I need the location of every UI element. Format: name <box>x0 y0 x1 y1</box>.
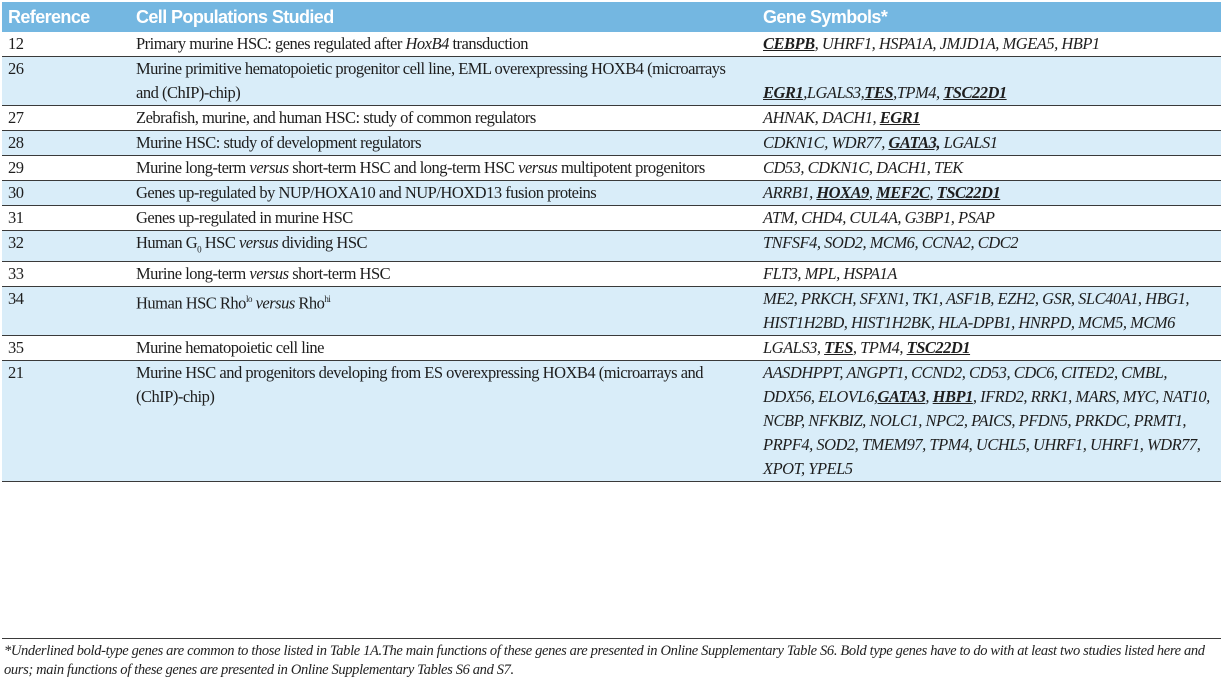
cell-text-segment: Murine primitive hematopoietic progenitor cell line, EML overexpressing HOXB4 (microarrays and (ChIP)-chip) <box>136 59 726 102</box>
gene-symbol: SFXN1 <box>859 289 905 309</box>
cell-populations-cell <box>126 336 753 361</box>
table-row <box>2 57 1221 106</box>
gene-separator: , <box>824 133 832 152</box>
table-header-row <box>2 2 1221 32</box>
gene-separator: , <box>868 183 877 202</box>
gene-symbol: HBG1 <box>1145 289 1186 309</box>
cell-populations-cell <box>126 231 753 262</box>
gene-symbol: UHRF1 <box>1032 435 1083 455</box>
gene-symbol: MARS <box>1075 387 1116 407</box>
gene-separator: , <box>972 387 981 407</box>
gene-symbol: DDX56 <box>763 387 811 407</box>
cell-text-segment: Murine hematopoietic cell line <box>136 338 324 358</box>
reference-cell: 27 <box>8 108 24 127</box>
cell-text-segment: short-term HSC <box>288 264 391 284</box>
gene-symbols-cell <box>753 262 1221 287</box>
gene-symbol: UHRF1 <box>821 34 872 53</box>
gene-separator: , <box>801 411 809 431</box>
gene-symbol: CHD4 <box>801 208 843 227</box>
table-row <box>2 106 1221 131</box>
cell-text-segment: dividing HSC <box>278 233 368 252</box>
gene-table <box>2 2 1221 482</box>
gene-separator: , <box>922 435 930 455</box>
gene-separator: , <box>872 108 880 127</box>
gene-symbol-highlighted: TES <box>824 338 853 358</box>
gene-separator: , <box>1023 387 1031 407</box>
gene-separator: , <box>932 34 940 53</box>
gene-symbols-cell <box>753 336 1221 361</box>
gene-symbol: PAICS <box>971 411 1012 431</box>
gene-symbol-highlighted: TSC22D1 <box>943 83 1007 102</box>
gene-separator: , <box>1006 363 1014 383</box>
gene-symbol-highlighted: HOXA9 <box>816 183 869 202</box>
gene-separator: , <box>970 233 978 252</box>
table-row <box>2 287 1221 336</box>
gene-symbol: ATM <box>763 208 794 227</box>
gene-symbol: CMBL <box>1121 363 1164 383</box>
gene-symbol: DACH1 <box>876 158 927 177</box>
cell-text-segment: multipotent progenitors <box>557 158 705 177</box>
gene-separator: , <box>816 233 825 252</box>
gene-symbol: TNFSF4 <box>763 233 817 252</box>
cell-text-segment: Murine HSC and progenitors developing from ES overexpressing HOXB4 (microarrays and (ChIP)-chip) <box>136 363 704 407</box>
gene-separator: , <box>797 264 805 284</box>
gene-symbol: LGALS3 <box>763 338 817 358</box>
gene-symbol: HIST1H2BD <box>763 313 844 333</box>
gene-symbol-highlighted: HBP1 <box>932 387 973 407</box>
gene-symbol: ASF1B <box>945 289 991 309</box>
gene-separator: , <box>1185 289 1189 309</box>
table-row <box>2 262 1221 287</box>
cell-text-segment: HSC <box>201 233 239 252</box>
gene-separator: , <box>918 411 926 431</box>
gene-separator: , <box>816 338 825 358</box>
gene-separator: , <box>893 83 897 102</box>
gene-separator: , <box>1155 387 1163 407</box>
gene-symbol: MGEA5 <box>1002 34 1055 53</box>
gene-symbol: MCM6 <box>1130 313 1175 333</box>
gene-separator: , <box>860 83 865 102</box>
gene-separator: , <box>862 411 870 431</box>
gene-separator: , <box>842 208 850 227</box>
gene-symbol: SLC40A1 <box>1078 289 1138 309</box>
cell-populations-cell <box>126 32 753 57</box>
gene-symbol-highlighted: EGR1 <box>763 83 804 102</box>
gene-symbol: CCND2 <box>911 363 962 383</box>
gene-separator: , <box>868 158 877 177</box>
cell-populations-cell <box>126 156 753 181</box>
reference-cell: 31 <box>8 208 24 227</box>
gene-symbol: SOD2 <box>824 233 863 252</box>
cell-populations-cell <box>126 287 753 336</box>
gene-separator: , <box>814 34 822 53</box>
gene-symbol: HSPA1A <box>843 264 897 284</box>
gene-symbols-cell <box>753 32 1221 57</box>
gene-symbol: PRKDC <box>1074 411 1127 431</box>
cell-text-segment: Murine HSC: study of development regulators <box>136 133 422 152</box>
gene-separator: , <box>1068 387 1076 407</box>
gene-symbol: MYC <box>1122 387 1156 407</box>
cell-populations-cell <box>126 106 753 131</box>
gene-separator: , <box>1070 313 1079 333</box>
cell-text-segment: Zebrafish, murine, and human HSC: study of common regulators <box>136 108 536 127</box>
cell-populations-cell <box>126 262 753 287</box>
gene-symbol: HBP1 <box>1061 34 1100 53</box>
cell-text-segment: transduction <box>448 34 529 53</box>
reference-cell: 28 <box>8 133 24 152</box>
cell-text-segment: Murine long-term <box>136 264 250 284</box>
gene-separator: , <box>926 158 935 177</box>
gene-separator: , <box>1070 289 1079 309</box>
gene-separator: , <box>950 208 958 227</box>
reference-cell: 34 <box>8 289 24 309</box>
gene-separator: , <box>1182 411 1187 431</box>
reference-cell: 30 <box>8 183 24 202</box>
gene-separator: , <box>1122 313 1131 333</box>
gene-symbol: MCM6 <box>869 233 915 252</box>
gene-symbol: CD53 <box>969 363 1007 383</box>
gene-symbol: TMEM97 <box>861 435 923 455</box>
gene-separator: , <box>925 387 933 407</box>
gene-symbol: TPM4 <box>860 338 900 358</box>
gene-separator: , <box>1126 411 1134 431</box>
gene-symbol: MPL <box>804 264 837 284</box>
table-row <box>2 131 1221 156</box>
gene-symbol: ELOVL6 <box>818 387 874 407</box>
table-row <box>2 336 1221 361</box>
table-footnote: *Underlined bold-type genes are common to those listed in Table 1A.The main functions of these genes are presented in Online Supplementary Table S6. Bold type genes have to do with at least two studies listed here and ours; main functions of these genes are presented in Online Supplementary Tables S6 and S7. <box>4 643 1205 678</box>
cell-text-segment: Murine long-term <box>136 158 250 177</box>
gene-symbol: PSAP <box>958 208 995 227</box>
gene-symbol: IFRD2 <box>980 387 1024 407</box>
cell-text-segment: versus <box>518 158 558 177</box>
gene-symbol: ME2 <box>763 289 794 309</box>
gene-symbols-cell <box>753 156 1221 181</box>
gene-separator: , <box>1139 435 1147 455</box>
gene-symbols-cell <box>753 231 1221 262</box>
cell-populations-cell <box>126 181 753 206</box>
gene-separator: , <box>809 183 817 202</box>
gene-symbol: NAT10 <box>1162 387 1207 407</box>
gene-symbol: PRKCH <box>800 289 853 309</box>
gene-symbol: TPM4 <box>929 435 969 455</box>
reference-cell: 29 <box>8 158 24 177</box>
gene-separator: , <box>1011 313 1019 333</box>
gene-symbol: RRK1 <box>1030 387 1069 407</box>
cell-populations-cell <box>126 57 753 106</box>
gene-symbol: WDR77 <box>1146 435 1197 455</box>
gene-symbol: DACH1 <box>821 108 873 127</box>
gene-separator: , <box>1082 435 1090 455</box>
gene-symbol: TK1 <box>912 289 940 309</box>
gene-symbol-highlighted: CEBPB <box>763 34 815 53</box>
reference-cell: 12 <box>8 34 24 53</box>
reference-cell: 21 <box>8 363 24 383</box>
gene-symbol: CDC2 <box>977 233 1018 252</box>
cell-text-segment: Human HSC Rho <box>136 293 246 313</box>
cell-text-segment: versus <box>238 233 279 252</box>
gene-separator: , <box>854 435 862 455</box>
gene-separator: , <box>1206 387 1210 407</box>
gene-symbol: PRPF4 <box>763 435 810 455</box>
cell-populations-cell <box>126 131 753 156</box>
gene-symbol: CUL4A <box>849 208 898 227</box>
gene-symbol: NFKBIZ <box>808 411 863 431</box>
gene-separator: , <box>995 34 1003 53</box>
gene-separator: , <box>836 264 844 284</box>
gene-symbol: CDC6 <box>1013 363 1054 383</box>
cell-text-segment: lo <box>245 294 252 305</box>
gene-separator: , <box>871 34 879 53</box>
gene-symbols-cell <box>753 206 1221 231</box>
gene-symbol: TEK <box>934 158 963 177</box>
header-cell-populations: Cell Populations Studied <box>136 6 334 27</box>
gene-separator: , <box>961 363 970 383</box>
gene-separator: , <box>839 363 847 383</box>
header-reference: Reference <box>8 6 90 27</box>
gene-separator: , <box>1196 435 1201 455</box>
gene-separator: , <box>897 208 905 227</box>
cell-text-segment: versus <box>249 264 289 284</box>
gene-symbols-cell <box>753 361 1221 482</box>
gene-separator: , <box>939 289 946 309</box>
table-row <box>2 231 1221 262</box>
gene-separator: , <box>904 289 913 309</box>
gene-symbol: AASDHPPT <box>763 363 840 383</box>
gene-separator: , <box>929 183 937 202</box>
reference-cell: 35 <box>8 338 24 358</box>
gene-separator: , <box>1067 411 1075 431</box>
gene-symbol: YPEL5 <box>808 459 853 479</box>
gene-symbol: JMJD1A <box>939 34 996 53</box>
gene-symbol: ARRB1 <box>763 183 810 202</box>
gene-separator: , <box>852 289 860 309</box>
gene-separator: , <box>809 435 817 455</box>
gene-symbol-highlighted: EGR1 <box>879 108 920 127</box>
gene-symbol: FLT3 <box>763 264 798 284</box>
table-row <box>2 181 1221 206</box>
footnote-divider <box>2 638 1221 639</box>
gene-symbol: CDKN1C <box>763 133 825 152</box>
gene-separator: , <box>1163 363 1167 383</box>
table-row <box>2 206 1221 231</box>
gene-separator: , <box>1115 387 1123 407</box>
gene-separator: , <box>963 411 972 431</box>
gene-symbol: HSPA1A <box>878 34 933 53</box>
gene-symbol-highlighted: MEF2C <box>876 183 930 202</box>
gene-separator: , <box>935 83 944 102</box>
gene-symbol: ANGPT1 <box>846 363 904 383</box>
gene-symbol: NOLC1 <box>869 411 919 431</box>
table-body <box>2 32 1221 482</box>
header-gene-symbols: Gene Symbols* <box>763 6 888 27</box>
cell-populations-cell <box>126 206 753 231</box>
gene-symbol-highlighted: TSC22D1 <box>936 183 1001 202</box>
gene-symbol: AHNAK <box>763 108 815 127</box>
cell-text-segment: Primary murine HSC: genes regulated after <box>136 34 406 53</box>
cell-text-segment: hi <box>324 294 331 305</box>
gene-separator: , <box>881 133 889 152</box>
gene-symbol: HLA-DPB1 <box>938 313 1012 333</box>
table-row <box>2 32 1221 57</box>
table-row <box>2 361 1221 482</box>
gene-separator: , <box>1025 435 1033 455</box>
gene-symbol: NCBP <box>763 411 802 431</box>
gene-symbols-cell <box>753 131 1221 156</box>
cell-text-segment: HoxB4 <box>405 34 449 53</box>
gene-symbol: HNRPD <box>1018 313 1071 333</box>
gene-separator: , <box>968 435 976 455</box>
gene-symbols-cell <box>753 287 1221 336</box>
gene-separator: , <box>903 363 912 383</box>
gene-symbol: CCNA2 <box>921 233 971 252</box>
gene-separator: , <box>793 208 802 227</box>
cell-text-segment: versus <box>249 158 289 177</box>
cell-populations-cell <box>126 361 753 482</box>
reference-cell: 26 <box>8 59 24 78</box>
gene-separator: , <box>1034 289 1043 309</box>
gene-symbol: PRMT1 <box>1133 411 1183 431</box>
gene-separator: , <box>1011 411 1019 431</box>
cell-text-segment: 0 <box>197 244 202 255</box>
gene-separator: , <box>1114 363 1122 383</box>
cell-text-segment: Genes up-regulated by NUP/HOXA10 and NUP/HOXD13 fusion proteins <box>136 183 597 202</box>
gene-symbol: CD53 <box>763 158 801 177</box>
gene-separator: , <box>800 158 808 177</box>
gene-symbol: CITED2 <box>1061 363 1115 383</box>
gene-separator: , <box>852 338 861 358</box>
gene-symbol: XPOT <box>763 459 802 479</box>
cell-text-segment: short-term HSC and long-term HSC <box>288 158 519 177</box>
gene-separator: , <box>914 233 922 252</box>
gene-separator: , <box>793 289 801 309</box>
gene-separator: , <box>1054 34 1062 53</box>
gene-separator: , <box>899 338 907 358</box>
gene-symbol: MCM5 <box>1078 313 1123 333</box>
gene-separator: , <box>873 387 878 407</box>
gene-separator: , <box>1053 363 1062 383</box>
gene-symbol: CDKN1C <box>807 158 869 177</box>
gene-symbol: GSR <box>1042 289 1071 309</box>
table-row <box>2 156 1221 181</box>
gene-separator: , <box>814 108 822 127</box>
gene-symbol: LGALS3 <box>806 83 861 102</box>
reference-cell: 32 <box>8 233 24 252</box>
gene-separator: , <box>1137 289 1146 309</box>
gene-symbol-highlighted: TSC22D1 <box>906 338 971 358</box>
gene-separator: , <box>990 289 998 309</box>
gene-symbols-cell <box>753 181 1221 206</box>
gene-symbol: G3BP1 <box>904 208 951 227</box>
gene-separator: , <box>862 233 870 252</box>
gene-symbol: EZH2 <box>997 289 1035 309</box>
gene-symbol: HIST1H2BK <box>851 313 931 333</box>
gene-symbol-highlighted: TES <box>864 83 894 102</box>
gene-separator: , <box>801 459 809 479</box>
gene-symbol: TPM4 <box>896 83 936 102</box>
gene-symbols-cell <box>753 106 1221 131</box>
gene-symbol: UCHL5 <box>975 435 1026 455</box>
gene-separator: , <box>843 313 851 333</box>
gene-symbol: SOD2 <box>816 435 855 455</box>
gene-symbol: UHRF1 <box>1089 435 1140 455</box>
gene-symbol-highlighted: GATA3 <box>877 387 926 407</box>
cell-text-segment: Rho <box>294 293 325 313</box>
reference-cell: 33 <box>8 264 24 284</box>
gene-separator: , <box>930 313 939 333</box>
gene-symbol-highlighted: GATA3, <box>888 133 940 152</box>
cell-text-segment: Genes up-regulated in murine HSC <box>136 208 353 227</box>
gene-separator: , <box>810 387 819 407</box>
cell-text-segment: Human G <box>136 233 198 252</box>
gene-symbol: WDR77 <box>831 133 882 152</box>
cell-text-segment: versus <box>255 293 295 313</box>
gene-separator: , <box>803 83 807 102</box>
gene-symbols-cell <box>753 57 1221 106</box>
gene-symbol: NPC2 <box>925 411 964 431</box>
gene-symbol: PFDN5 <box>1018 411 1068 431</box>
gene-symbol: LGALS1 <box>943 133 998 152</box>
